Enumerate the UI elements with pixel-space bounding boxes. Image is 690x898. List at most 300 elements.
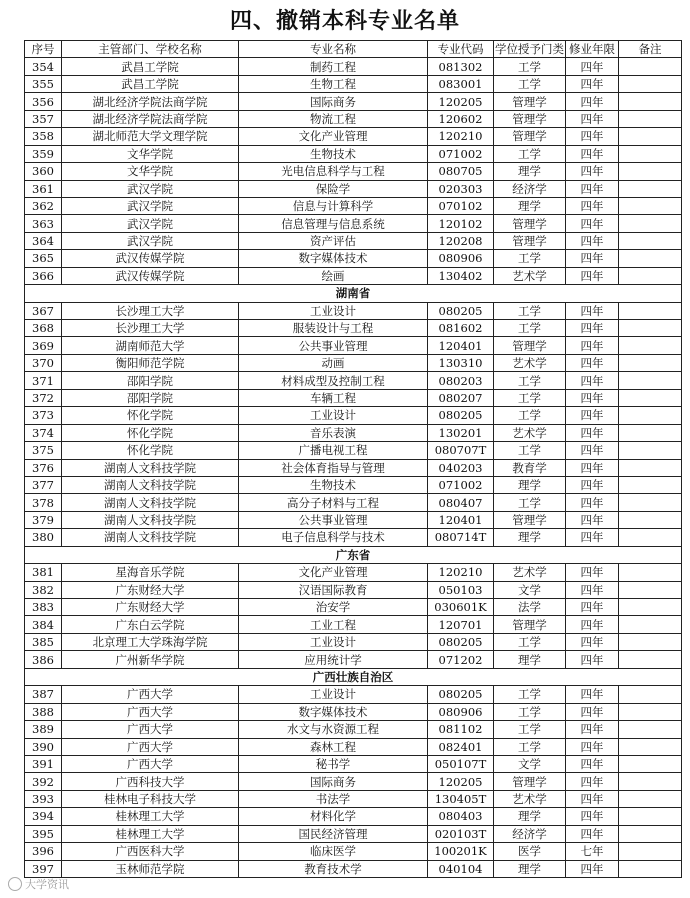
header-years: 修业年限 <box>566 41 619 58</box>
cell-major: 工业工程 <box>239 616 428 633</box>
cell-years: 四年 <box>566 651 619 668</box>
cell-school: 怀化学院 <box>62 407 239 424</box>
revoked-majors-table <box>24 40 682 878</box>
cell-code: 080707T <box>428 442 494 459</box>
table-row <box>25 808 682 825</box>
cell-degree: 文学 <box>494 755 566 772</box>
cell-code: 080205 <box>428 302 494 319</box>
cell-remarks <box>619 773 682 790</box>
cell-major: 国民经济管理 <box>239 825 428 842</box>
province-row <box>25 546 682 563</box>
cell-code: 040104 <box>428 860 494 877</box>
cell-index: 390 <box>25 738 62 755</box>
cell-code: 080403 <box>428 808 494 825</box>
cell-years: 四年 <box>566 599 619 616</box>
cell-remarks <box>619 163 682 180</box>
cell-major: 材料成型及控制工程 <box>239 372 428 389</box>
table-row <box>25 755 682 772</box>
cell-remarks <box>619 58 682 75</box>
cell-degree: 工学 <box>494 58 566 75</box>
cell-school: 广西科技大学 <box>62 773 239 790</box>
table-row <box>25 721 682 738</box>
cell-code: 080906 <box>428 703 494 720</box>
cell-remarks <box>619 599 682 616</box>
cell-code: 120701 <box>428 616 494 633</box>
cell-index: 373 <box>25 407 62 424</box>
cell-code: 080705 <box>428 163 494 180</box>
cell-major: 绘画 <box>239 267 428 284</box>
cell-degree: 工学 <box>494 738 566 755</box>
cell-remarks <box>619 442 682 459</box>
cell-code: 080407 <box>428 494 494 511</box>
cell-degree: 工学 <box>494 145 566 162</box>
cell-school: 广西医科大学 <box>62 843 239 860</box>
cell-school: 湖南人文科技学院 <box>62 459 239 476</box>
cell-major: 车辆工程 <box>239 389 428 406</box>
cell-degree: 工学 <box>494 320 566 337</box>
table-row <box>25 790 682 807</box>
cell-major: 光电信息科学与工程 <box>239 163 428 180</box>
cell-major: 资产评估 <box>239 232 428 249</box>
cell-code: 130405T <box>428 790 494 807</box>
table-row <box>25 337 682 354</box>
cell-degree: 理学 <box>494 197 566 214</box>
cell-degree: 管理学 <box>494 337 566 354</box>
table-row <box>25 825 682 842</box>
cell-code: 082401 <box>428 738 494 755</box>
cell-remarks <box>619 93 682 110</box>
cell-years: 四年 <box>566 581 619 598</box>
cell-index: 364 <box>25 232 62 249</box>
cell-index: 379 <box>25 511 62 528</box>
cell-code: 083001 <box>428 75 494 92</box>
cell-major: 秘书学 <box>239 755 428 772</box>
cell-school: 湖南人文科技学院 <box>62 511 239 528</box>
cell-index: 381 <box>25 564 62 581</box>
cell-school: 湖北经济学院法商学院 <box>62 110 239 127</box>
cell-index: 357 <box>25 110 62 127</box>
table-row <box>25 75 682 92</box>
cell-degree: 经济学 <box>494 180 566 197</box>
cell-school: 文华学院 <box>62 163 239 180</box>
table-row <box>25 773 682 790</box>
cell-years: 四年 <box>566 407 619 424</box>
cell-school: 桂林理工大学 <box>62 825 239 842</box>
header-index: 序号 <box>25 41 62 58</box>
cell-remarks <box>619 75 682 92</box>
table-row <box>25 250 682 267</box>
cell-years: 四年 <box>566 773 619 790</box>
cell-code: 130310 <box>428 354 494 371</box>
cell-degree: 理学 <box>494 529 566 546</box>
cell-school: 武昌工学院 <box>62 58 239 75</box>
cell-degree: 理学 <box>494 651 566 668</box>
cell-major: 工业设计 <box>239 633 428 650</box>
cell-remarks <box>619 320 682 337</box>
cell-code: 120401 <box>428 337 494 354</box>
cell-degree: 艺术学 <box>494 354 566 371</box>
cell-code: 120210 <box>428 128 494 145</box>
cell-index: 384 <box>25 616 62 633</box>
table-row <box>25 58 682 75</box>
cell-major: 物流工程 <box>239 110 428 127</box>
cell-major: 工业设计 <box>239 686 428 703</box>
page-title: 四、撤销本科专业名单 <box>229 9 460 34</box>
cell-code: 120208 <box>428 232 494 249</box>
cell-code: 120401 <box>428 511 494 528</box>
cell-school: 武汉传媒学院 <box>62 267 239 284</box>
cell-index: 388 <box>25 703 62 720</box>
cell-years: 四年 <box>566 215 619 232</box>
cell-school: 广东财经大学 <box>62 581 239 598</box>
table-row <box>25 529 682 546</box>
province-row <box>25 285 682 302</box>
cell-remarks <box>619 843 682 860</box>
cell-code: 071202 <box>428 651 494 668</box>
cell-remarks <box>619 564 682 581</box>
cell-remarks <box>619 860 682 877</box>
cell-code: 080205 <box>428 407 494 424</box>
cell-major: 社会体育指导与管理 <box>239 459 428 476</box>
cell-years: 四年 <box>566 197 619 214</box>
cell-degree: 艺术学 <box>494 267 566 284</box>
cell-major: 治安学 <box>239 599 428 616</box>
cell-school: 武昌工学院 <box>62 75 239 92</box>
cell-degree: 工学 <box>494 703 566 720</box>
cell-school: 广西大学 <box>62 755 239 772</box>
cell-degree: 工学 <box>494 494 566 511</box>
table-row <box>25 93 682 110</box>
cell-remarks <box>619 529 682 546</box>
cell-remarks <box>619 738 682 755</box>
cell-school: 武汉学院 <box>62 215 239 232</box>
table-row <box>25 372 682 389</box>
cell-school: 武汉传媒学院 <box>62 250 239 267</box>
cell-code: 081102 <box>428 721 494 738</box>
cell-years: 四年 <box>566 232 619 249</box>
cell-major: 汉语国际教育 <box>239 581 428 598</box>
cell-years: 四年 <box>566 442 619 459</box>
cell-code: 081302 <box>428 58 494 75</box>
cell-degree: 工学 <box>494 407 566 424</box>
cell-major: 文化产业管理 <box>239 564 428 581</box>
cell-index: 363 <box>25 215 62 232</box>
cell-remarks <box>619 825 682 842</box>
cell-school: 怀化学院 <box>62 442 239 459</box>
cell-index: 396 <box>25 843 62 860</box>
cell-school: 文华学院 <box>62 145 239 162</box>
cell-degree: 艺术学 <box>494 424 566 441</box>
cell-remarks <box>619 790 682 807</box>
table-row <box>25 616 682 633</box>
cell-remarks <box>619 110 682 127</box>
table-row <box>25 267 682 284</box>
cell-major: 保险学 <box>239 180 428 197</box>
cell-school: 广西大学 <box>62 721 239 738</box>
cell-major: 应用统计学 <box>239 651 428 668</box>
cell-index: 368 <box>25 320 62 337</box>
cell-degree: 工学 <box>494 75 566 92</box>
cell-index: 365 <box>25 250 62 267</box>
table-row <box>25 215 682 232</box>
logo-icon <box>8 877 22 891</box>
cell-major: 工业设计 <box>239 407 428 424</box>
cell-school: 广东白云学院 <box>62 616 239 633</box>
cell-years: 四年 <box>566 616 619 633</box>
cell-degree: 工学 <box>494 389 566 406</box>
cell-major: 公共事业管理 <box>239 511 428 528</box>
cell-remarks <box>619 215 682 232</box>
cell-years: 四年 <box>566 529 619 546</box>
cell-remarks <box>619 337 682 354</box>
cell-index: 395 <box>25 825 62 842</box>
cell-years: 四年 <box>566 337 619 354</box>
table-row <box>25 407 682 424</box>
cell-major: 森林工程 <box>239 738 428 755</box>
cell-major: 国际商务 <box>239 93 428 110</box>
table-row <box>25 511 682 528</box>
cell-major: 书法学 <box>239 790 428 807</box>
cell-remarks <box>619 267 682 284</box>
cell-years: 四年 <box>566 476 619 493</box>
cell-years: 四年 <box>566 93 619 110</box>
cell-years: 四年 <box>566 790 619 807</box>
cell-index: 378 <box>25 494 62 511</box>
cell-degree: 理学 <box>494 476 566 493</box>
cell-major: 国际商务 <box>239 773 428 790</box>
table-row <box>25 651 682 668</box>
cell-code: 071002 <box>428 145 494 162</box>
cell-code: 080906 <box>428 250 494 267</box>
cell-code: 080203 <box>428 372 494 389</box>
cell-major: 高分子材料与工程 <box>239 494 428 511</box>
cell-remarks <box>619 354 682 371</box>
cell-degree: 经济学 <box>494 825 566 842</box>
cell-major: 广播电视工程 <box>239 442 428 459</box>
cell-code: 120102 <box>428 215 494 232</box>
table-row <box>25 354 682 371</box>
cell-school: 桂林理工大学 <box>62 808 239 825</box>
cell-remarks <box>619 459 682 476</box>
cell-years: 四年 <box>566 75 619 92</box>
cell-index: 370 <box>25 354 62 371</box>
cell-remarks <box>619 703 682 720</box>
cell-index: 360 <box>25 163 62 180</box>
cell-degree: 理学 <box>494 860 566 877</box>
table-row <box>25 494 682 511</box>
cell-years: 四年 <box>566 389 619 406</box>
cell-major: 数字媒体技术 <box>239 250 428 267</box>
cell-remarks <box>619 686 682 703</box>
cell-school: 北京理工大学珠海学院 <box>62 633 239 650</box>
cell-remarks <box>619 250 682 267</box>
cell-index: 387 <box>25 686 62 703</box>
cell-index: 355 <box>25 75 62 92</box>
cell-years: 四年 <box>566 721 619 738</box>
cell-index: 377 <box>25 476 62 493</box>
table-row <box>25 232 682 249</box>
cell-index: 385 <box>25 633 62 650</box>
cell-remarks <box>619 372 682 389</box>
cell-school: 广西大学 <box>62 703 239 720</box>
cell-years: 四年 <box>566 424 619 441</box>
cell-major: 生物技术 <box>239 145 428 162</box>
cell-school: 湖南人文科技学院 <box>62 476 239 493</box>
cell-index: 383 <box>25 599 62 616</box>
cell-school: 桂林电子科技大学 <box>62 790 239 807</box>
cell-major: 信息管理与信息系统 <box>239 215 428 232</box>
header-school: 主管部门、学校名称 <box>62 41 239 58</box>
cell-school: 广西大学 <box>62 686 239 703</box>
cell-code: 050103 <box>428 581 494 598</box>
cell-degree: 艺术学 <box>494 790 566 807</box>
cell-code: 080205 <box>428 633 494 650</box>
cell-degree: 管理学 <box>494 773 566 790</box>
table-row <box>25 180 682 197</box>
cell-index: 371 <box>25 372 62 389</box>
cell-remarks <box>619 808 682 825</box>
cell-major: 制药工程 <box>239 58 428 75</box>
cell-major: 公共事业管理 <box>239 337 428 354</box>
cell-major: 水文与水资源工程 <box>239 721 428 738</box>
cell-degree: 工学 <box>494 372 566 389</box>
cell-remarks <box>619 581 682 598</box>
cell-index: 358 <box>25 128 62 145</box>
cell-index: 361 <box>25 180 62 197</box>
province-name: 广西壮族自治区 <box>25 668 682 685</box>
cell-index: 391 <box>25 755 62 772</box>
table-row <box>25 442 682 459</box>
cell-remarks <box>619 180 682 197</box>
cell-code: 130402 <box>428 267 494 284</box>
cell-code: 020103T <box>428 825 494 842</box>
cell-years: 四年 <box>566 110 619 127</box>
cell-code: 081602 <box>428 320 494 337</box>
cell-index: 374 <box>25 424 62 441</box>
cell-school: 湖北师范大学文理学院 <box>62 128 239 145</box>
table-row <box>25 599 682 616</box>
cell-degree: 工学 <box>494 302 566 319</box>
cell-years: 四年 <box>566 267 619 284</box>
cell-years: 四年 <box>566 372 619 389</box>
cell-years: 四年 <box>566 808 619 825</box>
cell-code: 030601K <box>428 599 494 616</box>
cell-index: 362 <box>25 197 62 214</box>
province-name: 广东省 <box>25 546 682 563</box>
cell-degree: 管理学 <box>494 110 566 127</box>
table-body <box>25 58 682 878</box>
cell-school: 邵阳学院 <box>62 372 239 389</box>
watermark <box>8 876 69 892</box>
cell-degree: 管理学 <box>494 128 566 145</box>
cell-years: 四年 <box>566 302 619 319</box>
cell-remarks <box>619 232 682 249</box>
cell-degree: 法学 <box>494 599 566 616</box>
cell-degree: 管理学 <box>494 511 566 528</box>
cell-degree: 管理学 <box>494 93 566 110</box>
cell-remarks <box>619 128 682 145</box>
cell-code: 070102 <box>428 197 494 214</box>
cell-remarks <box>619 511 682 528</box>
cell-remarks <box>619 407 682 424</box>
table-header-row <box>25 41 682 58</box>
cell-index: 392 <box>25 773 62 790</box>
table-row <box>25 633 682 650</box>
cell-major: 生物工程 <box>239 75 428 92</box>
cell-school: 长沙理工大学 <box>62 302 239 319</box>
cell-code: 120602 <box>428 110 494 127</box>
cell-years: 四年 <box>566 128 619 145</box>
cell-code: 120210 <box>428 564 494 581</box>
cell-index: 380 <box>25 529 62 546</box>
cell-school: 广西大学 <box>62 738 239 755</box>
cell-years: 四年 <box>566 320 619 337</box>
cell-index: 393 <box>25 790 62 807</box>
cell-remarks <box>619 755 682 772</box>
cell-degree: 管理学 <box>494 616 566 633</box>
cell-years: 四年 <box>566 145 619 162</box>
cell-years: 四年 <box>566 58 619 75</box>
cell-school: 星海音乐学院 <box>62 564 239 581</box>
cell-code: 050107T <box>428 755 494 772</box>
cell-degree: 艺术学 <box>494 564 566 581</box>
cell-degree: 医学 <box>494 843 566 860</box>
cell-index: 354 <box>25 58 62 75</box>
table-row <box>25 424 682 441</box>
cell-degree: 理学 <box>494 163 566 180</box>
cell-remarks <box>619 494 682 511</box>
cell-major: 动画 <box>239 354 428 371</box>
header-code: 专业代码 <box>428 41 494 58</box>
cell-degree: 工学 <box>494 442 566 459</box>
cell-years: 四年 <box>566 686 619 703</box>
cell-major: 音乐表演 <box>239 424 428 441</box>
province-row <box>25 668 682 685</box>
cell-years: 四年 <box>566 703 619 720</box>
province-name: 湖南省 <box>25 285 682 302</box>
cell-remarks <box>619 424 682 441</box>
cell-index: 356 <box>25 93 62 110</box>
table-row <box>25 302 682 319</box>
cell-years: 四年 <box>566 564 619 581</box>
cell-index: 389 <box>25 721 62 738</box>
cell-years: 四年 <box>566 459 619 476</box>
cell-remarks <box>619 721 682 738</box>
cell-index: 375 <box>25 442 62 459</box>
cell-major: 生物技术 <box>239 476 428 493</box>
table-row <box>25 197 682 214</box>
cell-remarks <box>619 633 682 650</box>
cell-index: 367 <box>25 302 62 319</box>
header-remarks: 备注 <box>619 41 682 58</box>
cell-school: 湖北经济学院法商学院 <box>62 93 239 110</box>
table-row <box>25 389 682 406</box>
cell-code: 020303 <box>428 180 494 197</box>
cell-years: 四年 <box>566 633 619 650</box>
cell-remarks <box>619 476 682 493</box>
cell-degree: 管理学 <box>494 215 566 232</box>
cell-school: 湖南人文科技学院 <box>62 529 239 546</box>
cell-years: 四年 <box>566 250 619 267</box>
cell-index: 386 <box>25 651 62 668</box>
cell-years: 四年 <box>566 511 619 528</box>
cell-major: 信息与计算科学 <box>239 197 428 214</box>
cell-major: 教育技术学 <box>239 860 428 877</box>
cell-remarks <box>619 302 682 319</box>
cell-school: 怀化学院 <box>62 424 239 441</box>
cell-degree: 工学 <box>494 721 566 738</box>
cell-school: 长沙理工大学 <box>62 320 239 337</box>
